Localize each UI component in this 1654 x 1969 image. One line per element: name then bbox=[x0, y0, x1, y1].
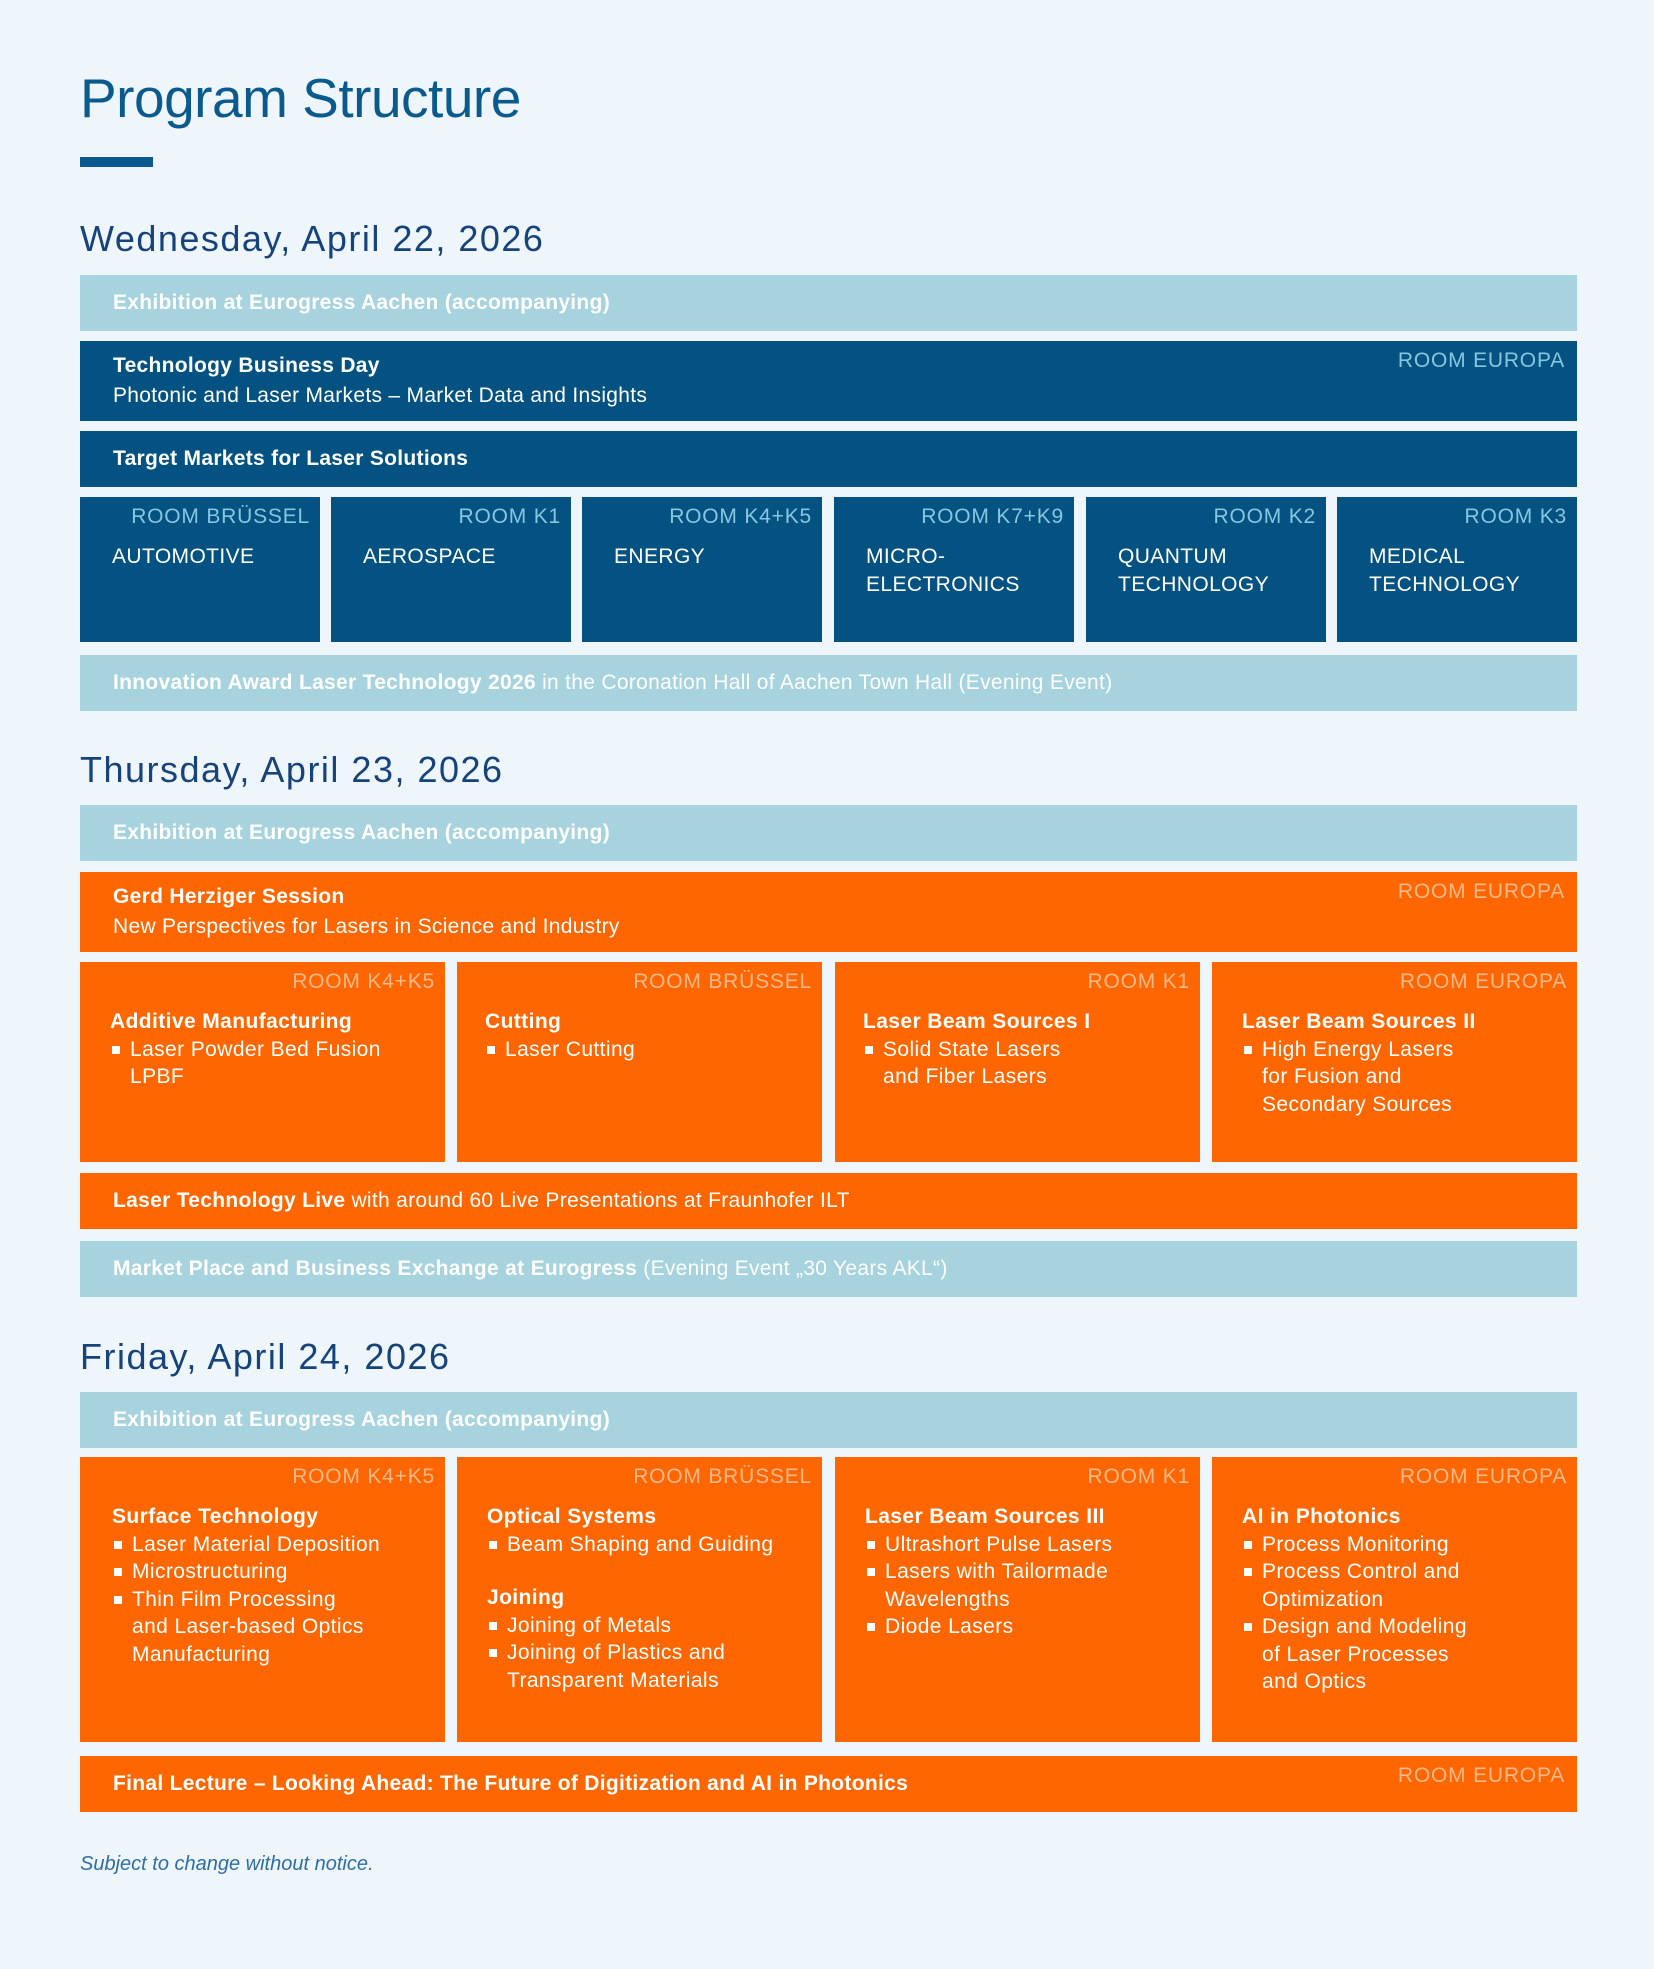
list-item: Ultrashort Pulse Lasers bbox=[865, 1531, 1112, 1559]
room-label: ROOM EUROPA bbox=[1397, 349, 1565, 372]
business-day-title: Technology Business Day bbox=[113, 354, 380, 377]
exhibition-label: Exhibition at Eurogress Aachen (accompanying) bbox=[113, 821, 610, 844]
track-heading: Joining bbox=[487, 1586, 565, 1609]
track-tile-microelectronics bbox=[834, 497, 1074, 642]
list-item: Joining of Metals bbox=[487, 1612, 773, 1640]
room-label: ROOM K4+K5 bbox=[669, 505, 812, 528]
room-label: ROOM EUROPA bbox=[1399, 970, 1567, 993]
exhibition-label: Exhibition at Eurogress Aachen (accompanying) bbox=[113, 1408, 610, 1431]
room-label: ROOM EUROPA bbox=[1397, 880, 1565, 903]
room-label: ROOM EUROPA bbox=[1399, 1465, 1567, 1488]
track-tile-medical bbox=[1337, 497, 1577, 642]
track-label: AEROSPACE bbox=[363, 545, 496, 568]
track-label: QUANTUM TECHNOLOGY bbox=[1118, 545, 1270, 596]
list-item: Laser Powder Bed Fusion LPBF bbox=[110, 1036, 381, 1091]
list-item: High Energy Lasers for Fusion and Secondary Sources bbox=[1242, 1036, 1476, 1119]
track-heading: Additive Manufacturing bbox=[110, 1010, 353, 1033]
live-details: with around 60 Live Presentations at Fraunhofer ILT bbox=[345, 1189, 850, 1212]
herziger-session-bar bbox=[80, 872, 1577, 952]
list-item: Thin Film Processing and Laser-based Optics Manufacturing bbox=[112, 1586, 380, 1669]
final-lecture-title: Final Lecture – Looking Ahead: The Future of Digitization and AI in Photonics bbox=[113, 1772, 909, 1795]
list-item: Process Control and Optimization bbox=[1242, 1558, 1467, 1613]
room-label: ROOM K4+K5 bbox=[292, 970, 435, 993]
list-item: Process Monitoring bbox=[1242, 1531, 1467, 1559]
list-item: Solid State Lasers and Fiber Lasers bbox=[863, 1036, 1090, 1091]
track-heading: Laser Beam Sources II bbox=[1242, 1010, 1476, 1033]
market-place-details: (Evening Event „30 Years AKL“) bbox=[637, 1257, 948, 1280]
track-heading: Cutting bbox=[485, 1010, 562, 1033]
room-label: ROOM BRÜSSEL bbox=[633, 1465, 812, 1488]
track-heading: Laser Beam Sources III bbox=[865, 1505, 1105, 1528]
market-place-bar bbox=[80, 1241, 1577, 1297]
exhibition-bar bbox=[80, 805, 1577, 861]
page-title: Program Structure bbox=[80, 67, 521, 129]
exhibition-bar bbox=[80, 275, 1577, 331]
room-label: ROOM K2 bbox=[1213, 505, 1316, 528]
list-item: Beam Shaping and Guiding bbox=[487, 1531, 773, 1559]
track-heading: Laser Beam Sources I bbox=[863, 1010, 1091, 1033]
track-heading: Optical Systems bbox=[487, 1505, 657, 1528]
day-heading-friday: Friday, April 24, 2026 bbox=[80, 1336, 451, 1377]
track-tile-energy bbox=[582, 497, 822, 642]
track-tile-additive-manufacturing bbox=[80, 962, 445, 1162]
room-label: ROOM EUROPA bbox=[1397, 1764, 1565, 1787]
list-item: Joining of Plastics and Transparent Materials bbox=[487, 1639, 773, 1694]
track-tile-optical-systems-joining bbox=[457, 1457, 822, 1742]
exhibition-bar bbox=[80, 1392, 1577, 1448]
track-heading: AI in Photonics bbox=[1242, 1505, 1401, 1528]
track-tile-cutting bbox=[457, 962, 822, 1162]
track-tile-surface-technology bbox=[80, 1457, 445, 1742]
track-tile-aerospace bbox=[331, 497, 571, 642]
live-title: Laser Technology Live bbox=[113, 1189, 346, 1212]
room-label: ROOM K7+K9 bbox=[921, 505, 1064, 528]
final-lecture-bar bbox=[80, 1756, 1577, 1812]
track-tile-laser-beam-sources-3 bbox=[835, 1457, 1200, 1742]
list-item: Laser Material Deposition bbox=[112, 1531, 380, 1559]
list-item: Microstructuring bbox=[112, 1558, 380, 1586]
track-label: ENERGY bbox=[614, 545, 706, 568]
track-label: MEDICAL TECHNOLOGY bbox=[1369, 545, 1521, 596]
list-item: Laser Cutting bbox=[485, 1036, 635, 1064]
track-tile-automotive bbox=[80, 497, 320, 642]
room-label: ROOM K1 bbox=[1087, 1465, 1190, 1488]
room-label: ROOM BRÜSSEL bbox=[131, 505, 310, 528]
award-bar bbox=[80, 655, 1577, 711]
day-heading-wednesday: Wednesday, April 22, 2026 bbox=[80, 218, 545, 259]
track-heading: Surface Technology bbox=[112, 1505, 319, 1528]
track-tile-laser-beam-sources-1 bbox=[835, 962, 1200, 1162]
room-label: ROOM K3 bbox=[1464, 505, 1567, 528]
business-day-bar bbox=[80, 341, 1577, 421]
room-label: ROOM K4+K5 bbox=[292, 1465, 435, 1488]
session-subtitle: New Perspectives for Lasers in Science and Industry bbox=[113, 915, 620, 938]
award-title: Innovation Award Laser Technology 2026 bbox=[113, 671, 536, 694]
track-tile-laser-beam-sources-2 bbox=[1212, 962, 1577, 1162]
room-label: ROOM BRÜSSEL bbox=[633, 970, 812, 993]
track-label: MICRO- ELECTRONICS bbox=[866, 545, 1020, 596]
business-day-subtitle: Photonic and Laser Markets – Market Data and Insights bbox=[113, 384, 648, 407]
footnote: Subject to change without notice. bbox=[80, 1853, 374, 1875]
laser-technology-live-bar bbox=[80, 1173, 1577, 1229]
session-title: Gerd Herziger Session bbox=[113, 885, 345, 908]
market-place-title: Market Place and Business Exchange at Eurogress bbox=[113, 1257, 638, 1280]
title-underline bbox=[80, 157, 153, 167]
track-tile-ai-in-photonics bbox=[1212, 1457, 1577, 1742]
list-item: Diode Lasers bbox=[865, 1613, 1112, 1641]
room-label: ROOM K1 bbox=[458, 505, 561, 528]
award-details: in the Coronation Hall of Aachen Town Hall (Evening Event) bbox=[535, 671, 1113, 694]
track-label: AUTOMOTIVE bbox=[112, 545, 255, 568]
target-markets-label: Target Markets for Laser Solutions bbox=[113, 447, 469, 470]
list-item: Design and Modeling of Laser Processes and Optics bbox=[1242, 1613, 1467, 1696]
track-tile-quantum bbox=[1086, 497, 1326, 642]
room-label: ROOM K1 bbox=[1087, 970, 1190, 993]
day-heading-thursday: Thursday, April 23, 2026 bbox=[80, 749, 504, 790]
exhibition-label: Exhibition at Eurogress Aachen (accompanying) bbox=[113, 291, 610, 314]
list-item: Lasers with Tailormade Wavelengths bbox=[865, 1558, 1112, 1613]
target-markets-bar bbox=[80, 431, 1577, 487]
